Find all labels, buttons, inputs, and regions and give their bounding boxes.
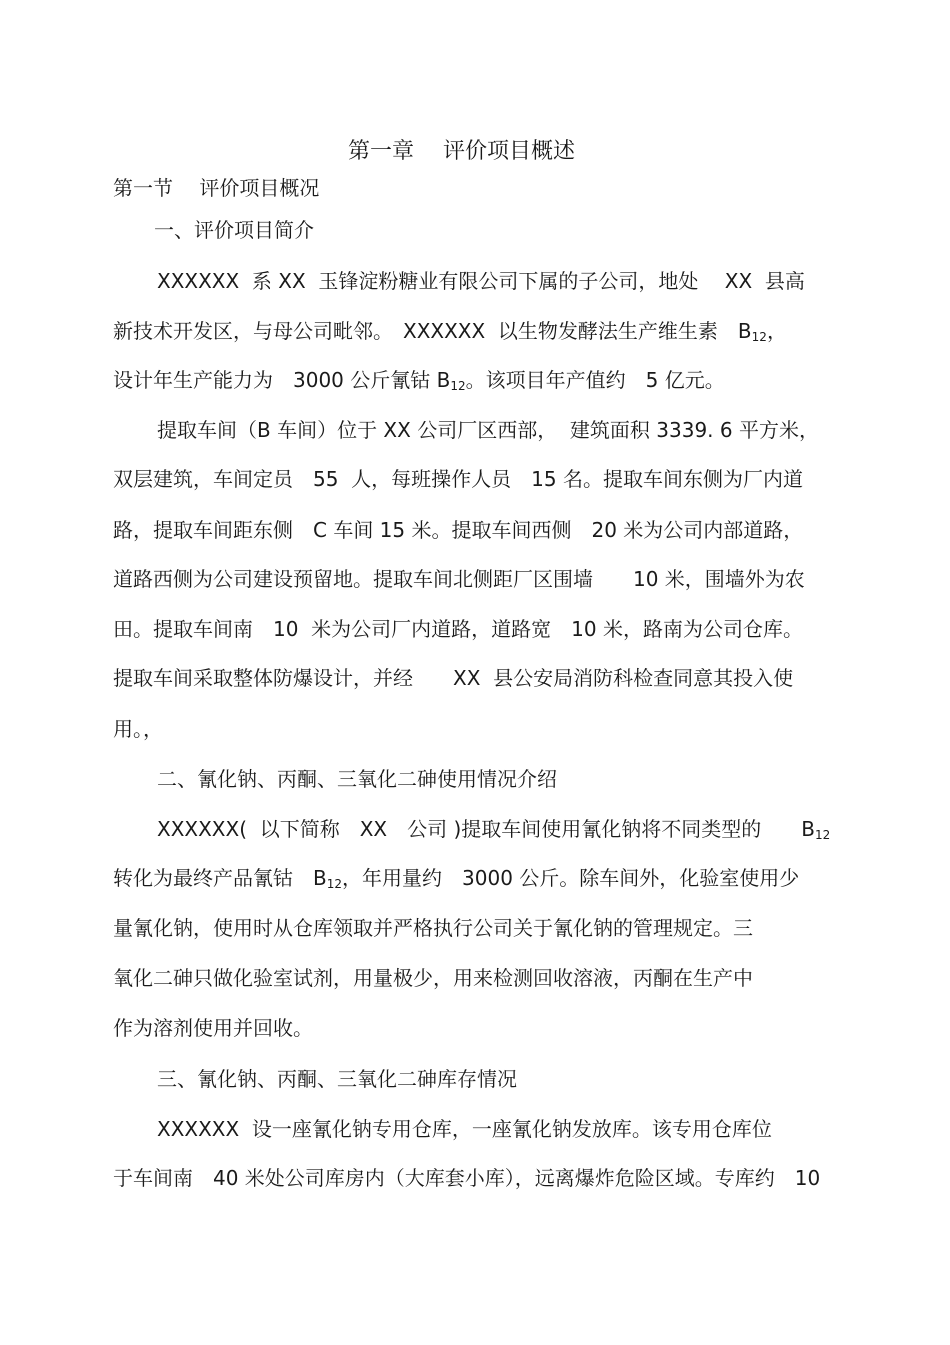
subsection-heading: 二、氰化钠、丙酮、三氧化二砷使用情况介绍 bbox=[157, 767, 557, 791]
paragraph-line: 氧化二砷只做化验室试剂，用量极少，用来检测回收溶液，丙酮在生产中 bbox=[113, 966, 753, 990]
paragraph-line: 量氰化钠，使用时从仓库领取并严格执行公司关于氰化钠的管理规定。三 bbox=[113, 916, 753, 940]
paragraph-line: 用。， bbox=[113, 717, 163, 741]
paragraph-line: 路，提取车间距东侧 C 车间 15 米。提取车间西侧 20 米为公司内部道路， bbox=[113, 518, 804, 542]
paragraph-line: 新技术开发区，与母公司毗邻。 XXXXXX 以生物发酵法生产维生素 $B_{12}$， bbox=[113, 319, 787, 344]
chapter-title: 第一章 评价项目概述 bbox=[348, 139, 575, 164]
section-title: 第一节 评价项目概况 bbox=[113, 176, 320, 200]
paragraph-line: XXXXXX 系 XX 玉锋淀粉糖业有限公司下属的子公司，地处 XX 县高 bbox=[157, 269, 805, 293]
paragraph-line: 设计年生产能力为 3000 公斤氰钴 $B_{12}$。该项目年产值约 5 亿元。 bbox=[113, 368, 725, 393]
subsection-heading: 一、评价项目简介 bbox=[154, 218, 314, 242]
subsection-heading: 三、氰化钠、丙酮、三氧化二砷库存情况 bbox=[157, 1067, 517, 1091]
paragraph-line: 于车间南 40 米处公司库房内（大库套小库），远离爆炸危险区域。专库约 10 bbox=[113, 1166, 821, 1190]
paragraph-line: 田。提取车间南 10 米为公司厂内道路，道路宽 10 米，路南为公司仓库。 bbox=[113, 617, 803, 641]
paragraph-line: XXXXXX 设一座氰化钠专用仓库，一座氰化钠发放库。该专用仓库位 bbox=[157, 1117, 772, 1141]
paragraph-line: 道路西侧为公司建设预留地。提取车间北侧距厂区围墙 10 米，围墙外为农 bbox=[113, 567, 805, 591]
paragraph-line: XXXXXX( 以下简称 XX 公司 )提取车间使用氰化钠将不同类型的 $B_{12}$ bbox=[157, 817, 831, 842]
paragraph-line: 双层建筑，车间定员 55 人，每班操作人员 15 名。提取车间东侧为厂内道 bbox=[113, 467, 803, 491]
paragraph-line: 提取车间（B 车间）位于 XX 公司厂区西部， 建筑面积 3339. 6 平方米， bbox=[157, 418, 819, 442]
paragraph-line: 提取车间采取整体防爆设计，并经 XX 县公安局消防科检查同意其投入使 bbox=[113, 666, 794, 690]
paragraph-line: 作为溶剂使用并回收。 bbox=[113, 1016, 313, 1040]
paragraph-line: 转化为最终产品氰钴 $B_{12}$，年用量约 3000 公斤。除车间外，化验室使用少 bbox=[113, 866, 800, 891]
